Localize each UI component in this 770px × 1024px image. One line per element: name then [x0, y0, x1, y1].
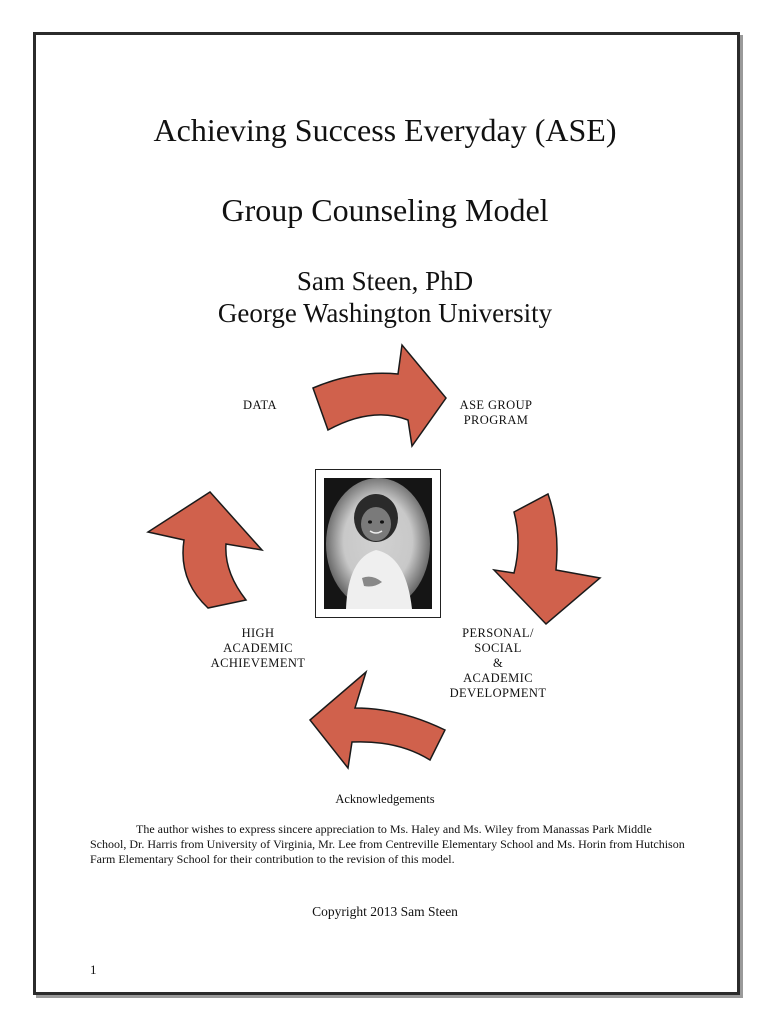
label-ase-line2: PROGRAM — [463, 413, 529, 427]
arrow-achievement-to-data — [148, 492, 262, 608]
acknowledgements-heading: Acknowledgements — [335, 792, 435, 806]
label-data-text: DATA — [243, 398, 277, 412]
label-data — [228, 398, 292, 413]
label-personal-line1: PERSONAL/ — [462, 626, 534, 640]
arrow-program-to-development — [494, 494, 600, 624]
label-high-line3: ACHIEVEMENT — [210, 656, 306, 670]
arrow-data-to-program — [313, 345, 446, 446]
label-personal-line5: DEVELOPMENT — [449, 686, 547, 700]
label-personal-line3: & — [492, 656, 504, 670]
student-photo — [315, 469, 441, 618]
child-portrait-icon — [324, 478, 432, 609]
student-photo-image — [324, 478, 432, 609]
page-number: 1 — [90, 962, 97, 977]
label-high-line2: ACADEMIC — [223, 641, 293, 655]
document-title: Achieving Success Everyday (ASE) — [153, 112, 617, 148]
document-subtitle: Group Counseling Model — [221, 192, 549, 228]
author-institution: George Washington University — [217, 298, 553, 328]
label-ase-line1: ASE GROUP — [459, 398, 533, 412]
author-name: Sam Steen, PhD — [296, 266, 474, 296]
label-personal-line2: SOCIAL — [474, 641, 522, 655]
copyright-notice: Copyright 2013 Sam Steen — [312, 904, 458, 919]
label-high-line1: HIGH — [241, 626, 275, 640]
acknowledgements-text: The author wishes to express sincere appreciation to Ms. Haley and Ms. Wiley from Manassas Park Middle School, Dr. Harris from University of Virginia, Mr. Lee from Centreville Elementary School and Ms. Horin from Hutchison Farm Elementary School for their contribution to the revision of this model. — [90, 822, 685, 866]
label-personal-development — [436, 626, 560, 701]
label-personal-line4: ACADEMIC — [463, 671, 533, 685]
label-high-achievement — [198, 626, 318, 671]
arrow-development-to-achievement — [310, 672, 445, 768]
label-ase-group-program — [436, 398, 556, 428]
